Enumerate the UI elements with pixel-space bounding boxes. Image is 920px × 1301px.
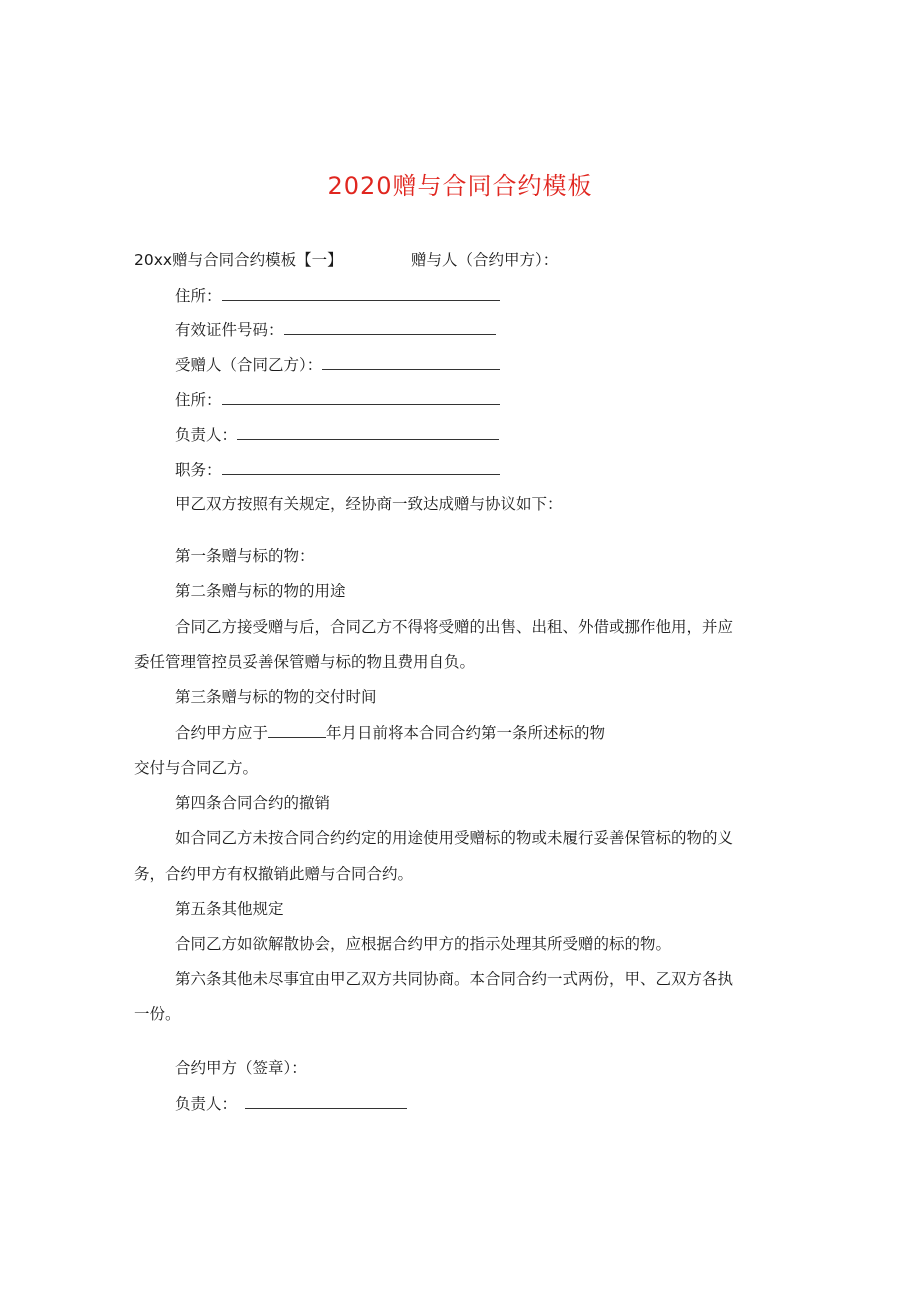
position-blank (222, 459, 500, 475)
donor-address-blank (222, 285, 500, 301)
article-3-text-pre: 合约甲方应于 (175, 724, 269, 742)
article-2-title: 第二条赠与标的物的用途 (175, 582, 346, 600)
id-number-blank (284, 319, 496, 335)
responsible-label: 负责人： (175, 426, 238, 444)
donee-field (175, 354, 500, 375)
signature-responsible-field (175, 1093, 407, 1114)
article-3-text-post: 年月日前将本合同合约第一条所述标的物 (326, 724, 606, 742)
donee-address-label: 住所： (175, 391, 222, 409)
position-field (175, 459, 500, 480)
article-3-title: 第三条赠与标的物的交付时间 (175, 688, 377, 706)
article-6-text-line2: 一份。 (134, 1005, 181, 1023)
donor-address-field (175, 285, 500, 306)
article-3-text-line1 (175, 722, 605, 743)
article-4-title: 第四条合同合约的撤销 (175, 794, 331, 812)
signature-responsible-blank (245, 1093, 407, 1109)
article-6-text-line1: 第六条其他未尽事宜由甲乙双方共同协商。本合同合约一式两份，甲、乙双方各执 (175, 970, 734, 988)
article-4-text-line2: 务，合约甲方有权撤销此赠与合同合约。 (134, 865, 414, 883)
delivery-date-blank (268, 722, 326, 738)
signature-responsible-label: 负责人： (175, 1095, 238, 1113)
article-4-text-line1: 如合同乙方未按合同合约约定的用途使用受赠标的物或未履行妥善保管标的物的义 (175, 829, 734, 847)
donee-label: 受赠人（合同乙方）： (175, 356, 323, 374)
donee-address-field (175, 389, 500, 410)
id-number-field (175, 319, 496, 340)
article-5-title: 第五条其他规定 (175, 900, 284, 918)
template-heading: 20xx赠与合同合约模板【一】 (134, 251, 343, 269)
position-label: 职务： (175, 461, 222, 479)
intro-paragraph: 甲乙双方按照有关规定，经协商一致达成赠与协议如下： (175, 495, 563, 513)
responsible-field (175, 424, 499, 445)
donor-label: 赠与人（合约甲方）： (411, 251, 559, 269)
signature-party-a: 合约甲方（签章）： (175, 1059, 307, 1077)
donee-blank (322, 354, 500, 370)
responsible-blank (237, 424, 499, 440)
article-5-text-line1: 合同乙方如欲解散协会，应根据合约甲方的指示处理其所受赠的标的物。 (175, 935, 672, 953)
donee-address-blank (222, 389, 500, 405)
id-number-label: 有效证件号码： (175, 321, 284, 339)
article-1-title: 第一条赠与标的物： (175, 547, 315, 565)
article-2-text-line2: 委任管理管控员妥善保管赠与标的物且费用自负。 (134, 653, 476, 671)
donor-address-label: 住所： (175, 287, 222, 305)
document-title: 2020赠与合同合约模板 (327, 172, 593, 200)
article-3-text-line2: 交付与合同乙方。 (134, 759, 259, 777)
article-2-text-line1: 合同乙方接受赠与后，合同乙方不得将受赠的出售、出租、外借或挪作他用，并应 (175, 618, 734, 636)
